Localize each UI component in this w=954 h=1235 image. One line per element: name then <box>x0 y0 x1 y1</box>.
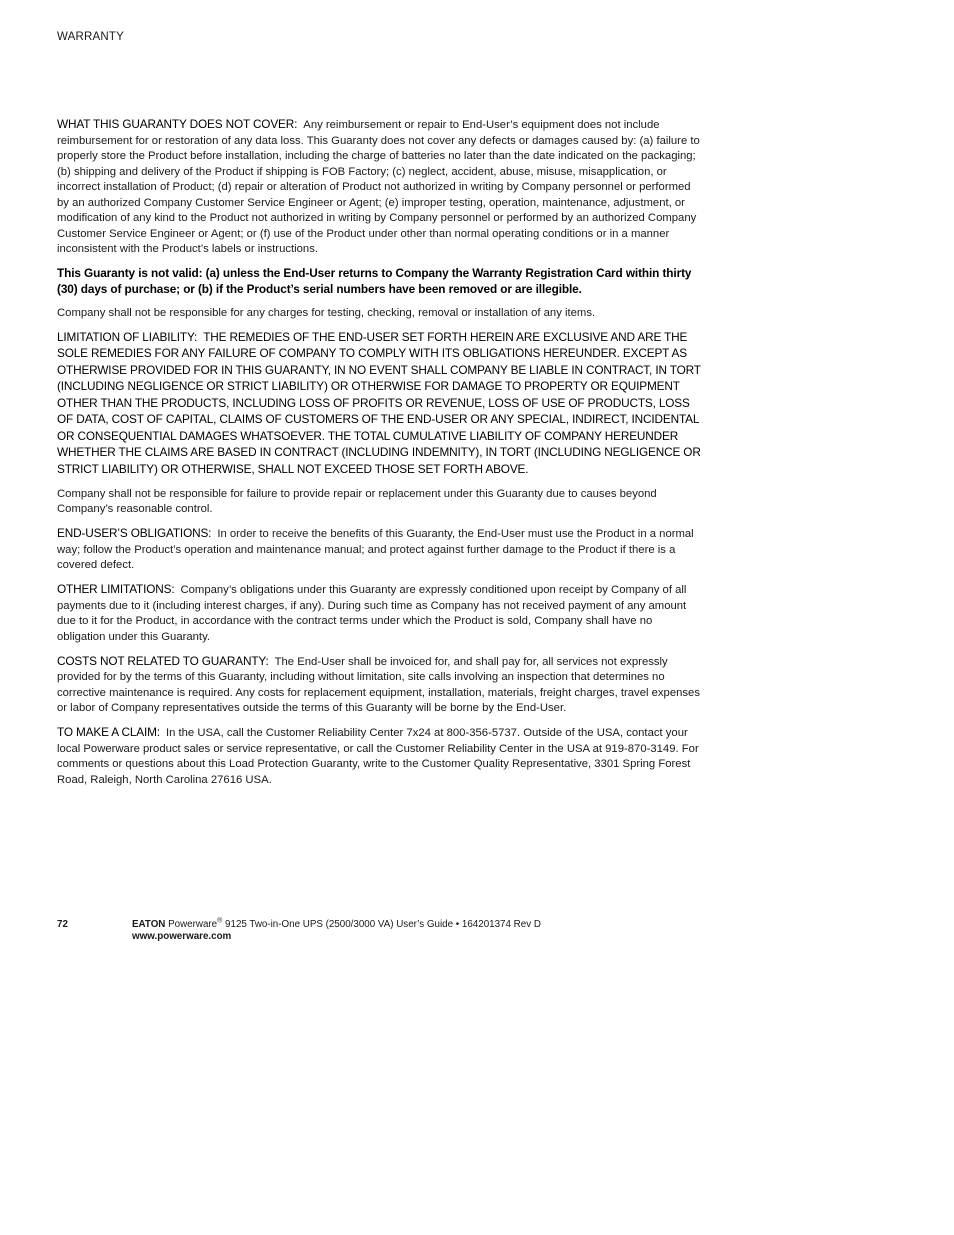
claim-paragraph <box>57 725 703 788</box>
obligations-heading: END-USER’S OBLIGATIONS: <box>57 526 212 540</box>
footer-brand: EATON <box>132 919 166 930</box>
costs-text: The End-User shall be invoiced for, and shall pay for, all services not expressly provided for by the terms of this Guaranty, including without limitation, site calls involving an inspection that determines no corrective maintenance is required. Any costs for replacement equipment, installation, materials, freight charges, travel expenses or labor of Company representatives outside the terms of this Guaranty will be borne by the End-User. <box>57 655 700 714</box>
warranty-body <box>57 117 703 797</box>
other-limitations-heading: OTHER LIMITATIONS: <box>57 582 175 596</box>
not-cover-paragraph <box>57 117 703 258</box>
obligations-text: In order to receive the benefits of this Guaranty, the End-User must use the Product in a normal way; follow the Product’s operation and maintenance manual; and protect against further damage to the Product if there is a covered defect. <box>57 528 694 571</box>
liability-heading: LIMITATION OF LIABILITY: <box>57 329 198 344</box>
page-number: 72 <box>57 919 68 930</box>
footer-website-link[interactable]: www.powerware.com <box>132 931 232 942</box>
registered-mark: ® <box>217 917 223 925</box>
claim-heading: TO MAKE A CLAIM: <box>57 725 160 739</box>
claim-text: In the USA, call the Customer Reliability Center 7x24 at 800-356-5737. Outside of the USA, contact your local Powerware product sales or service representative, or call the Customer Reliability Center in the USA at 919-870-3149. For comments or questions about this Load Protection Guaranty, write to the Customer Quality Representative, 3301 Spring Forest Road, Raleigh, North Carolina 27616 USA. <box>57 727 699 786</box>
failure-paragraph: Company shall not be responsible for failure to provide repair or replacement under this Guaranty due to causes beyond Company’s reasonable control. <box>57 487 657 515</box>
liability-text: THE REMEDIES OF THE END-USER SET FORTH HEREIN ARE EXCLUSIVE AND ARE THE SOLE REMEDIES FOR ANY FAILURE OF COMPANY TO COMPLY WITH ITS OBLIGATIONS HEREUNDER. EXCEPT AS OTHERWISE PROVIDED FOR IN THIS GUARANTY, IN NO EVENT SHALL COMPANY BE LIABLE IN CONTRACT, IN TORT (INCLUDING NEGLIGENCE OR STRICT LIABILITY) OR OTHERWISE FOR DAMAGE TO PROPERTY OR EQUIPMENT OTHER THAN THE PRODUCTS, INCLUDING LOSS OF PROFITS OR REVENUE, LOSS OF USE OF PRODUCTS, LOSS OF DATA, COST OF CAPITAL, CLAIMS OF CUSTOMERS OF THE END-USER OR ANY SPECIAL, INDIRECT, INCIDENTAL OR CONSEQUENTIAL DAMAGES WHATSOEVER. THE TOTAL CUMULATIVE LIABILITY OF COMPANY HEREUNDER WHETHER THE CLAIMS ARE BASED IN CONTRACT (INCLUDING INDEMNITY), IN TORT (INCLUDING NEGLIGENCE OR STRICT LIABILITY) OR OTHERWISE, SHALL NOT EXCEED THOSE SET FORTH ABOVE. <box>57 329 701 476</box>
not-cover-text: Any reimbursement or repair to End-User’s equipment does not include reimbursement for or restoration of any data loss. This Guaranty does not cover any defects or damages caused by: (a) failure to properly store the Product before installation, including the charge of batteries no later than the date indicated on the packaging; (b) shipping and delivery of the Product if shipping is FOB Factory; (c) neglect, accident, abuse, misuse, misapplication, or incorrect installation of Product; (d) repair or alteration of Product not authorized in writing by Company personnel or performed by an authorized Company Customer Service Engineer or Agent; (e) improper testing, operation, maintenance, adjustment, or modification of any kind to the Product not authorized in writing by Company personnel or performed by an authorized Company Customer Service Engineer or Agent; or (f) use of the Product under other than normal operating conditions or in a manner inconsistent with the Product’s labels or instructions. <box>57 119 700 255</box>
running-header: WARRANTY <box>57 31 124 43</box>
not-cover-heading: WHAT THIS GUARANTY DOES NOT COVER: <box>57 117 298 131</box>
footer-doc-title: 9125 Two-in-One UPS (2500/3000 VA) User’s Guide • 164201374 Rev D <box>225 919 541 930</box>
obligations-paragraph <box>57 526 703 574</box>
footer-doc-info <box>132 919 541 943</box>
costs-paragraph <box>57 654 703 717</box>
charges-paragraph: Company shall not be responsible for any charges for testing, checking, removal or installation of any items. <box>57 306 596 319</box>
footer-product-name: Powerware <box>168 919 218 930</box>
liability-paragraph <box>57 330 703 479</box>
other-limitations-text: Company’s obligations under this Guaranty are expressly conditioned upon receipt by Company of all payments due to it (including interest charges, if any). During such time as Company has not received payment of any amount due to it for the Product, in accordance with the contract terms under which the Product is sold, Company shall have no obligation under this Guaranty. <box>57 584 687 643</box>
costs-heading: COSTS NOT RELATED TO GUARANTY: <box>57 653 269 668</box>
not-valid-notice: This Guaranty is not valid: (a) unless the End-User returns to Company the Warranty Registration Card within thirty (30) days of purchase; or (b) if the Product’s serial numbers have been removed or are illegible. <box>57 266 692 296</box>
other-limitations-paragraph <box>57 582 703 645</box>
